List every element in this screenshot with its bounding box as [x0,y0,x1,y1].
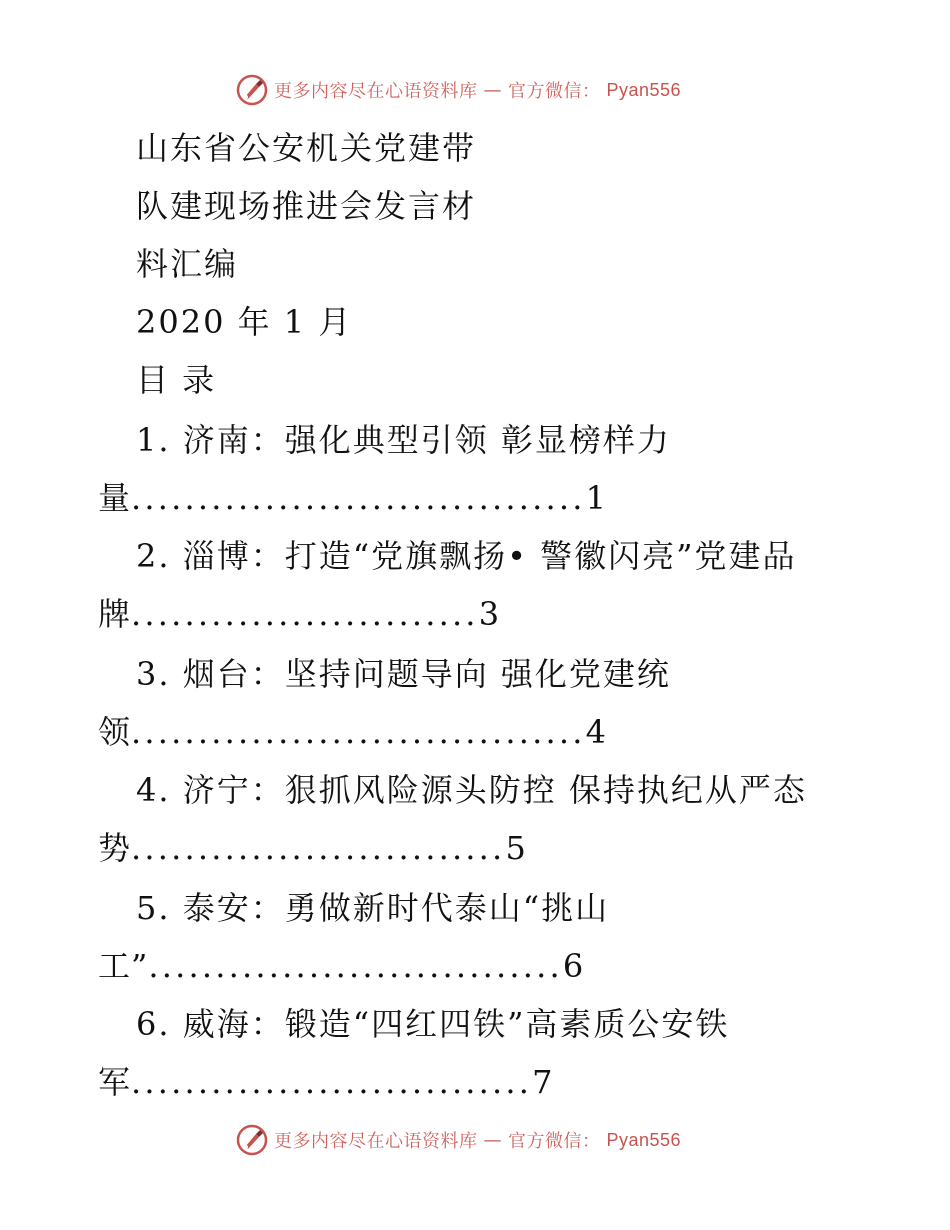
toc-entry-4-tail: 势 [98,829,132,867]
watermark-text: 更多内容尽在心语资料库 [274,1131,478,1152]
toc-entry-2-title: 2. 淄博：打造“党旗飘扬• 警徽闪亮”党建品 [136,537,797,575]
watermark-wechat-id: Pyan556 [606,1129,682,1150]
toc-entry-1-title: 1. 济南：强化典型引领 彰显榜样力 [136,421,671,459]
toc-entry-3-tail: 领 [98,713,132,751]
pen-logo-icon [236,74,268,106]
toc-entry-5-tail: 工” [98,947,149,985]
toc-entry-6-leader [98,1062,554,1102]
watermark-dash: — [483,1129,502,1151]
watermark-dash: — [483,79,502,101]
toc-entry-6-dots: .............................. [131,1063,533,1101]
toc-entry-1-dots: .................................. [131,479,586,517]
title-line-1: 山东省公安机关党建带 [136,129,477,167]
toc-entry-3-page: 4 [585,713,608,751]
toc-entry-1-page: 1 [585,479,608,517]
toc-entry-5-title: 5. 泰安：勇做新时代泰山“挑山 [136,889,610,927]
toc-entry-5-dots: ............................... [148,947,563,985]
toc-entry-5-leader [98,946,584,986]
watermark-wechat-label: 官方微信： [508,81,601,102]
toc-entry-1-leader [98,478,607,518]
toc-entry-3-dots: .................................. [131,713,586,751]
toc-entry-2-dots: .......................... [131,595,479,633]
toc-entry-4-leader [98,828,527,868]
document-date: 2020 年 1 月 [136,303,353,341]
toc-entry-6-page: 7 [532,1063,554,1101]
toc-entry-1-tail: 量 [98,479,132,517]
toc-entry-4-dots: ............................ [131,829,506,867]
title-line-3: 料汇编 [136,245,239,283]
toc-heading: 目 录 [136,361,217,399]
watermark-text: 更多内容尽在心语资料库 [274,81,478,102]
toc-entry-4-page: 5 [505,829,527,867]
toc-entry-3-title: 3. 烟台：坚持问题导向 强化党建统 [136,655,671,693]
toc-entry-2-tail: 牌 [98,595,132,633]
pen-logo-icon [236,1124,268,1156]
toc-entry-6-tail: 军 [98,1063,132,1101]
toc-entry-5-page: 6 [562,947,585,985]
toc-entry-2-page: 3 [478,595,501,633]
footer-watermark [236,1122,681,1158]
watermark-wechat-label: 官方微信： [508,1131,601,1152]
title-line-2: 队建现场推进会发言材 [136,187,477,225]
toc-entry-3-leader [98,712,607,752]
watermark-wechat-id: Pyan556 [606,79,682,100]
toc-entry-6-title: 6. 威海：锻造“四红四铁”高素质公安铁 [136,1005,730,1043]
toc-entry-4-title: 4. 济宁：狠抓风险源头防控 保持执纪从严态 [136,771,807,809]
header-watermark [236,72,681,108]
toc-entry-2-leader [98,594,500,634]
